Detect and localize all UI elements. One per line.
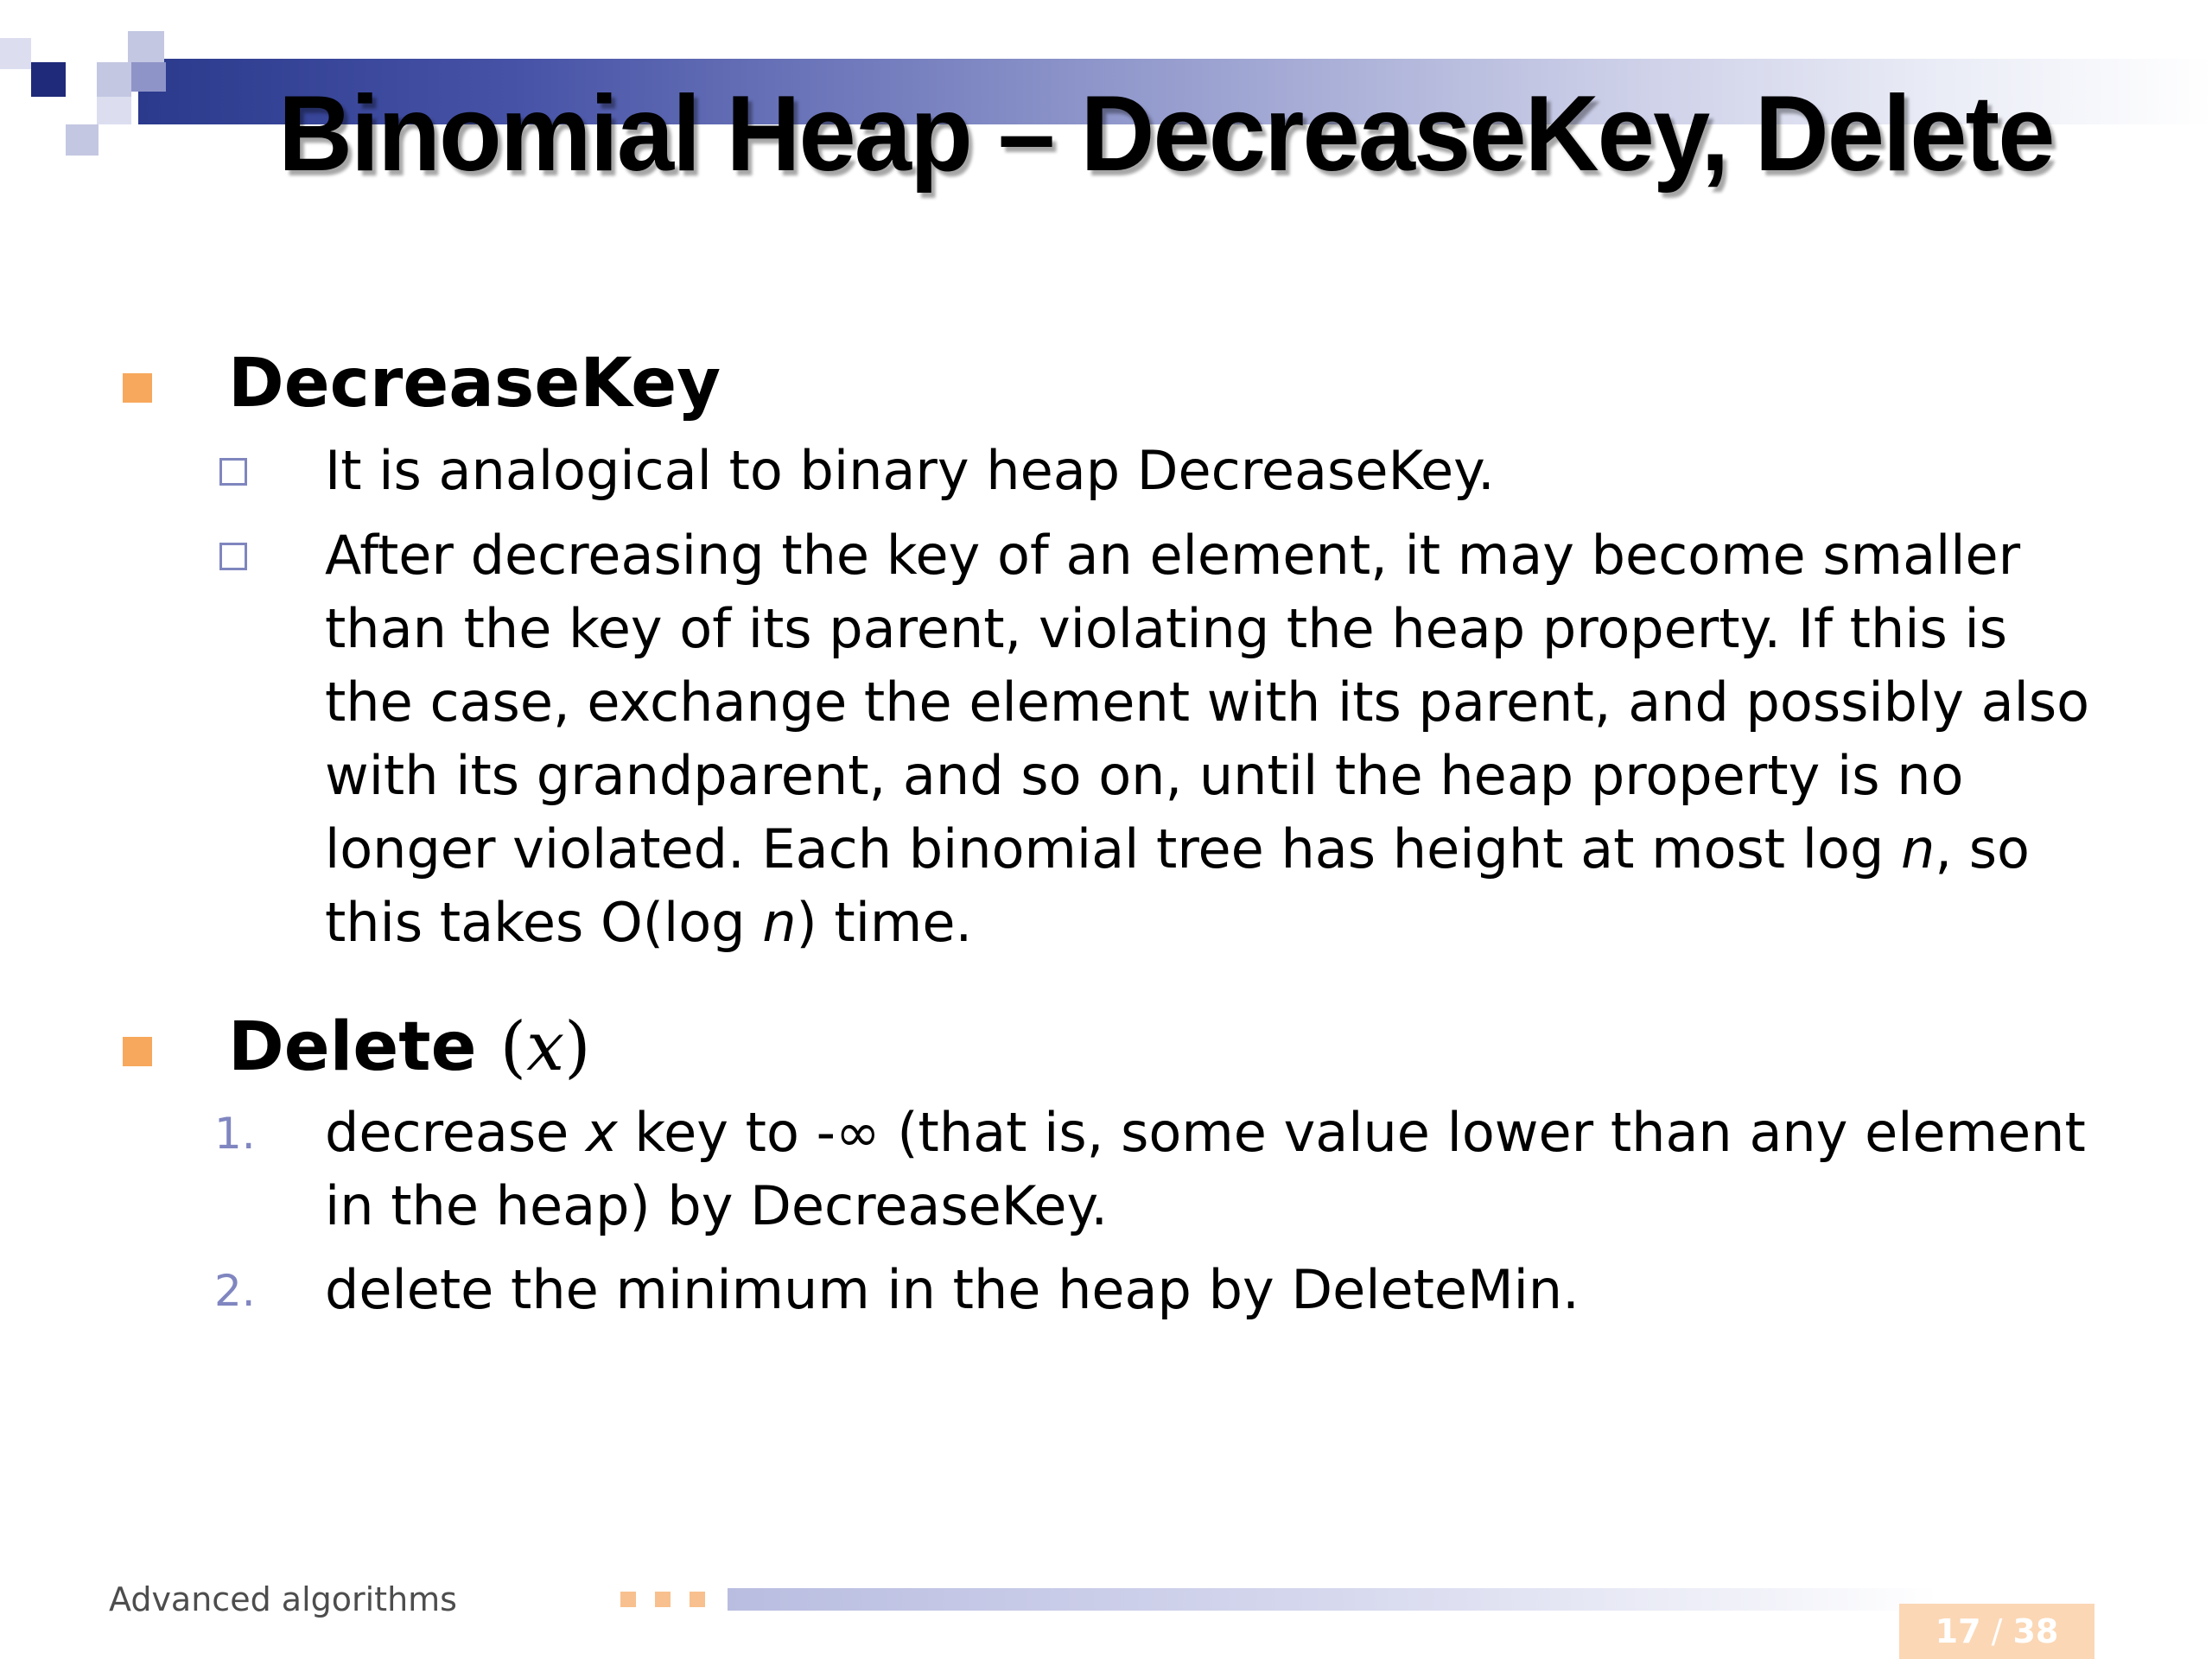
logo-square-light (97, 62, 131, 97)
footer-course-name: Advanced algorithms (109, 1580, 457, 1618)
section-heading-decreasekey (228, 340, 721, 427)
body-text-segment: After decreasing the key of an element, it may become smaller (325, 524, 2021, 587)
body-text-segment: ) time. (796, 891, 973, 954)
body-text-segment: in the heap) by DecreaseKey. (325, 1174, 1109, 1237)
section-heading-text: Delete (228, 1008, 477, 1086)
paren-open: ( (499, 1008, 527, 1086)
paren-close: ) (564, 1008, 591, 1086)
logo-square-mid (131, 62, 166, 92)
math-variable-n: n (1901, 817, 1936, 880)
section-bullet (123, 1037, 152, 1066)
body-line (325, 434, 2053, 507)
body-line (325, 1096, 2086, 1169)
page-total: 38 (2012, 1612, 2059, 1650)
body-text-segment: this takes O(log (325, 891, 763, 954)
body-text-segment: decrease (325, 1101, 587, 1164)
logo-square-dark (31, 62, 66, 97)
body-line (325, 592, 2053, 665)
body-text-segment: , so (1935, 817, 2030, 880)
page-separator: / (1980, 1612, 2013, 1650)
body-text-segment: with its grandparent, and so on, until the heap property is no (325, 744, 1964, 807)
sub-bullet (219, 543, 247, 570)
body-line (325, 665, 2090, 739)
logo-square-light (128, 31, 164, 62)
section-heading-text: DecreaseKey (228, 345, 721, 423)
footer-gradient-bar (728, 1588, 1937, 1611)
list-number: 2. (214, 1266, 256, 1316)
section-heading-argument (500, 1008, 591, 1086)
math-variable-x: x (586, 1101, 618, 1164)
body-text-segment: delete the minimum in the heap by DeleteMin. (325, 1258, 1580, 1321)
body-line (325, 886, 2053, 959)
sub-bullet (219, 458, 247, 486)
body-text-segment: the case, exchange the element with its parent, and possibly also (325, 671, 2090, 734)
slide-title: Binomial Heap – DecreaseKey, Delete (278, 74, 2054, 194)
section-bullet (123, 373, 152, 403)
logo-square-pale (97, 97, 131, 124)
math-variable-n: n (762, 891, 797, 954)
body-line (325, 518, 2053, 592)
body-text-segment: longer violated. Each binomial tree has height at most log (325, 817, 1902, 880)
body-line (325, 1169, 2053, 1243)
list-number: 1. (214, 1109, 256, 1159)
body-text-segment: than the key of its parent, violating the heap property. If this is (325, 597, 2008, 660)
logo-square-pale (0, 38, 31, 69)
page-number (1899, 1604, 2094, 1659)
page-current: 17 (1935, 1612, 1981, 1650)
math-variable-x: x (526, 1008, 565, 1086)
footer-dot (655, 1592, 671, 1607)
footer-dot (620, 1592, 636, 1607)
footer-dot (690, 1592, 705, 1607)
logo-square-light (66, 124, 99, 156)
body-text-segment: It is analogical to binary heap DecreaseKey. (325, 439, 1495, 502)
body-line (325, 812, 2053, 886)
section-heading-delete (228, 1004, 591, 1090)
body-text-segment: key to -∞ (that is, some value lower than any element (617, 1101, 2086, 1164)
body-line (325, 739, 2053, 812)
body-line (325, 1253, 2053, 1326)
